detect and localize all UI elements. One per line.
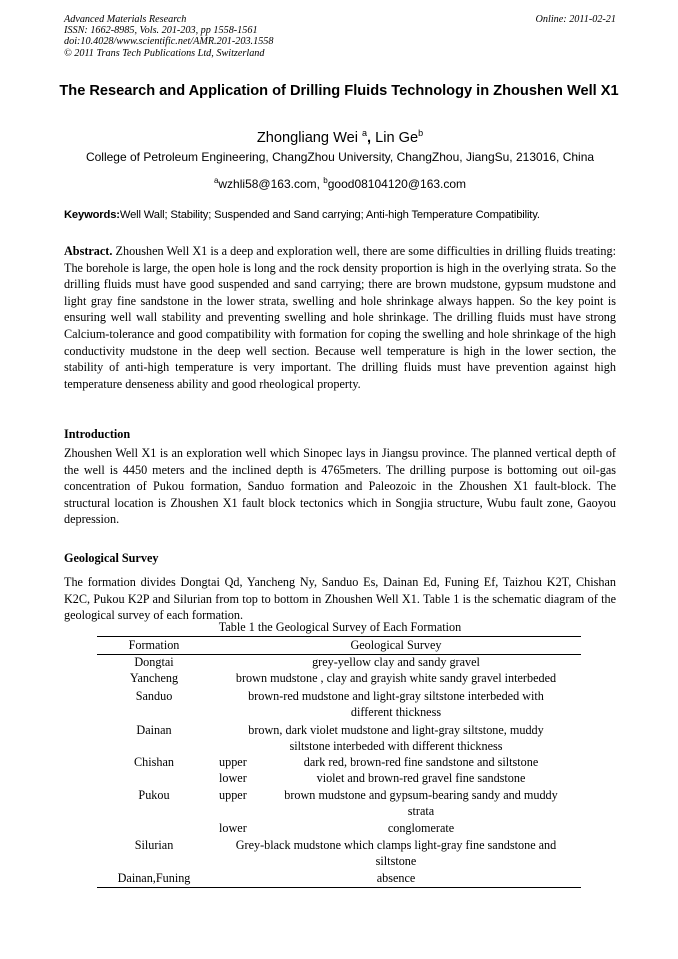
email-marker: a — [213, 176, 219, 185]
table-cell-sublayer: upper — [219, 788, 247, 802]
table-cell-formation: Sanduo — [135, 689, 173, 703]
journal-issn: ISSN: 1662-8985, Vols. 201-203, pp 1558-1561 — [64, 25, 258, 37]
online-date: Online: 2011-02-21 — [535, 14, 616, 25]
table-cell-sublayer: upper — [219, 755, 247, 769]
author-affil-marker: a — [362, 128, 368, 138]
table-cell-survey: conglomerate — [387, 821, 455, 835]
table-bottom-rule — [97, 887, 581, 888]
affiliation: College of Petroleum Engineering, ChangZhou University, ChangZhou, JiangSu, 213016, China — [85, 150, 595, 164]
table-cell-formation: Dongtai — [134, 655, 174, 669]
author-emails — [64, 173, 616, 192]
keywords-label: Keywords: — [64, 209, 120, 221]
journal-copyright: © 2011 Trans Tech Publications Ltd, Switzerland — [64, 47, 265, 59]
table-cell-survey: brown, dark violet mudstone and light-gray siltstone, muddy — [248, 723, 544, 737]
table-cell-survey: brown mudstone and gypsum-bearing sandy and muddy — [284, 788, 558, 802]
keywords-text: Well Wall; Stability; Suspended and Sand carrying; Anti-high Temperature Compatibility. — [119, 209, 540, 221]
table-cell-formation: Dainan — [136, 723, 172, 737]
table-cell-survey: different thickness — [350, 705, 442, 719]
table-cell-survey: dark red, brown-red fine sandstone and siltstone — [303, 755, 539, 769]
table-cell-formation: Dainan,Funing — [117, 871, 191, 885]
table-cell-formation: Silurian — [134, 838, 174, 852]
table-cell-formation: Yancheng — [129, 671, 179, 685]
author-affil-marker: b — [418, 128, 424, 138]
table-cell-survey: Grey-black mudstone which clamps light-gray fine sandstone and — [235, 838, 557, 852]
table-header-formation: Formation — [128, 638, 180, 652]
journal-doi: doi:10.4028/www.scientific.net/AMR.201-203.1558 — [64, 36, 274, 48]
section-heading-introduction: Introduction — [64, 427, 131, 441]
table-cell-survey: grey-yellow clay and sandy gravel — [312, 655, 480, 669]
table-cell-survey: siltstone — [375, 854, 417, 868]
introduction-paragraph: Zhoushen Well X1 is an exploration well which Sinopec lays in Jiangsu province. The planned vertical depth of the well is 4450 meters and the inclined depth is 4765meters. The drilling purpose is bottoming out oil-gas concentration of Pukou formation, Sanduo formation and Paleozoic in the Zhoushen X1 fault-block. The structural location is Zhoushen X1 fault block tectonics which in Songjia structure, Wubu fault zone, Gaoyou depression. — [64, 446, 616, 527]
abstract — [64, 243, 616, 392]
table-cell-formation: Chishan — [134, 755, 174, 769]
email-address: good08104120@163.com — [327, 177, 467, 191]
table-top-rule — [97, 636, 581, 637]
table-cell-survey: violet and brown-red gravel fine sandstone — [316, 771, 526, 785]
table-cell-survey: absence — [376, 871, 416, 885]
email-marker: b — [323, 176, 328, 185]
table-cell-sublayer: lower — [219, 821, 247, 835]
abstract-text: Zhoushen Well X1 is a deep and exploration well, there are some difficulties in drilling fluids treating: The borehole is large, the open hole is long and the rock density proportion is high in the overlying strata. So the drilling fluids must have good suspended and sand carrying; there are brown mudstone, gypsum mudstone and light gray fine sandstone in the lower strata, swelling and hole shrinkage always happen. So the key point is ensuring well wall stability and preventing swelling and hole shrinkage. The drilling fluids must have strong Calcium-tolerance and good compatibility with formation for coping the swelling and hole shrinkage of the high conductivity mudstone in the deep well section. Because well temperature is high in the lower section, the stability of anti-high temperature is very important. The drilling fluids must have prevention against high temperature denseness ability and good rheological property. — [64, 244, 616, 391]
table-cell-sublayer: lower — [219, 771, 247, 785]
table-header-survey: Geological Survey — [350, 638, 442, 652]
author-name: Zhongliang Wei — [256, 129, 358, 146]
table-cell-survey: strata — [407, 804, 435, 818]
paper-title: The Research and Application of Drilling Fluids Technology in Zhoushen Well X1 — [59, 83, 619, 99]
table-cell-survey: brown mudstone , clay and grayish white sandy gravel interbeded — [235, 671, 557, 685]
table-cell-formation: Pukou — [138, 788, 170, 802]
table-cell-survey: brown-red mudstone and light-gray siltstone interbeded with — [248, 689, 544, 703]
journal-header — [64, 14, 616, 59]
keywords — [64, 208, 624, 222]
author-name: Lin Ge — [375, 129, 419, 146]
email-address: wzhli58@163.com, — [218, 177, 324, 191]
geological-survey-paragraph: The formation divides Dongtai Qd, Yancheng Ny, Sanduo Es, Dainan Ed, Funing Ef, Taizhou K2T, Chishan K2C, Pukou K2P and Silurian from top to bottom in Zhoushen Well X1. Table 1 is the schematic diagram of the geological survey of each formation. — [64, 575, 616, 623]
author-separator: , — [367, 129, 376, 146]
table-caption: Table 1 the Geological Survey of Each Formation — [218, 620, 462, 634]
abstract-label: Abstract. — [64, 244, 113, 258]
journal-name: Advanced Materials Research — [64, 14, 187, 25]
author-list — [64, 124, 616, 147]
table-cell-survey: siltstone interbeded with different thickness — [289, 739, 503, 753]
section-heading-geological-survey: Geological Survey — [64, 551, 159, 565]
